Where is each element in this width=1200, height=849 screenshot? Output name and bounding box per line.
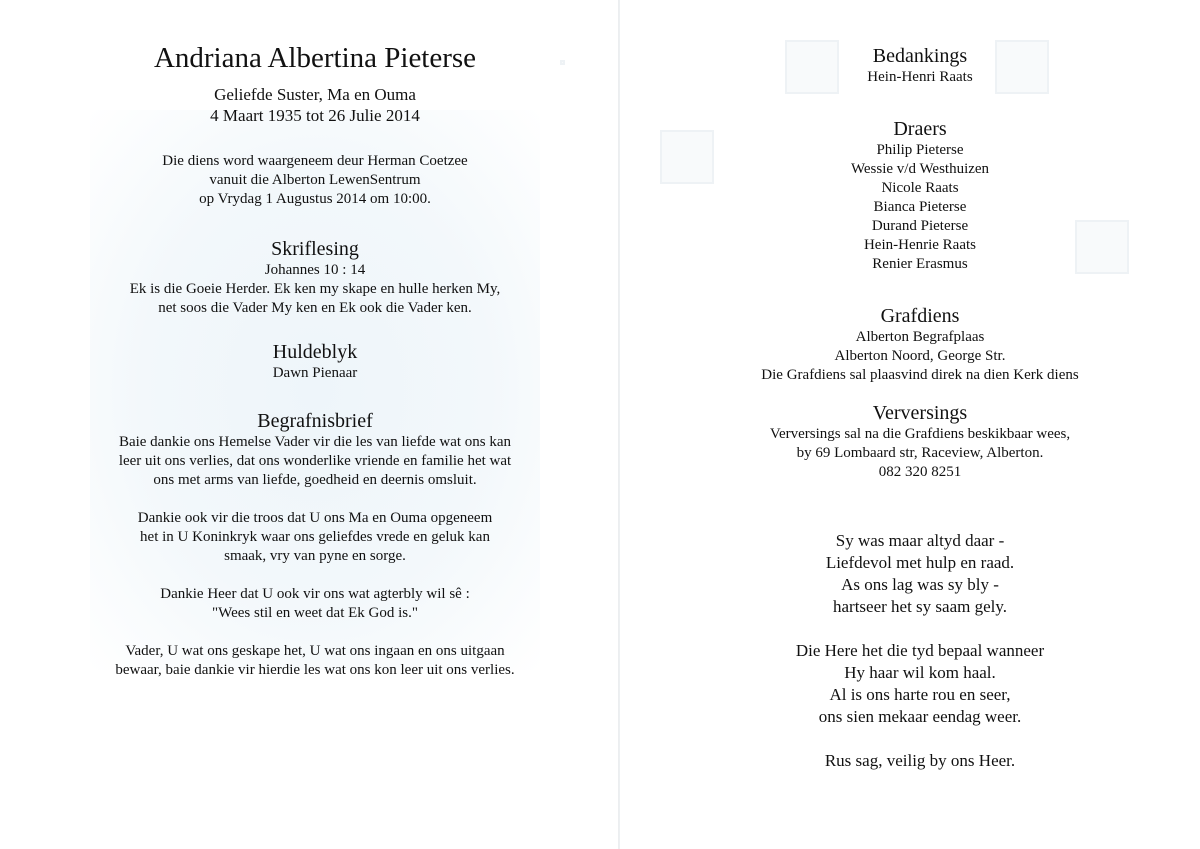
scripture-reference: Johannes 10 : 14 [264,262,366,278]
letter-paragraph [85,642,545,680]
subtitle-line: Geliefde Suster, Ma en Ouma [214,85,416,104]
poem-line: Hy haar wil kom haal. [844,663,996,682]
draers-heading: Draers [893,118,947,140]
letter-line: bewaar, baie dankie vir hierdie les wat ons kon leer uit ons verlies. [115,662,515,678]
letter-line: leer uit ons verlies, dat ons wonderlike vriende en familie het wat [118,453,512,469]
bedankings-heading: Bedankings [872,45,968,67]
scripture-line: net soos die Vader My ken en Ek ook die Vader ken. [158,300,472,316]
poem-line: Sy was maar altyd daar - [835,531,1005,550]
letter-line: Vader, U wat ons geskape het, U wat ons ingaan en ons uitgaan [125,643,505,659]
bleed-photo [660,130,714,184]
bleed-mark [560,60,565,65]
service-line: Die diens word waargeneem deur Herman Coetzee [162,153,468,169]
pallbearer-name: Bianca Pieterse [873,199,967,215]
poem-line: As ons lag was sy bly - [841,575,999,594]
letter-line: smaak, vry van pyne en sorge. [224,548,406,564]
scripture-line: Ek is die Goeie Herder. Ek ken my skape en hulle herken My, [129,281,501,297]
pallbearer-name: Hein-Henrie Raats [863,237,977,253]
grafdiens-line: Alberton Begrafplaas [855,329,985,345]
poem-line: Liefdevol met hulp en raad. [825,553,1015,572]
grafdiens-heading: Grafdiens [880,305,960,327]
verversings-line: Verversings sal na die Grafdiens beskikbaar wees, [769,426,1071,442]
service-line: vanuit die Alberton LewenSentrum [209,172,421,188]
verversings-phone: 082 320 8251 [878,464,962,480]
letter-paragraph [85,433,545,490]
poem-line: Al is ons harte rou en seer, [829,685,1011,704]
poem-line: ons sien mekaar eendag weer. [818,707,1022,726]
service-details [85,152,545,209]
life-dates: 4 Maart 1935 tot 26 Julie 2014 [210,106,420,125]
letter-line: Baie dankie ons Hemelse Vader vir die les van liefde wat ons kan [118,434,512,450]
left-content [85,40,545,680]
right-content [730,44,1110,772]
huldeblyk-heading: Huldeblyk [272,341,358,363]
pallbearer-name: Wessie v/d Westhuizen [850,161,990,177]
letter-line: Dankie Heer dat U ook vir ons wat agterbly wil sê : [160,586,470,602]
letter-line: ons met arms van liefde, goedheid en deernis omsluit. [153,472,477,488]
pallbearer-name: Philip Pieterse [876,142,964,158]
pallbearer-name: Renier Erasmus [872,256,968,272]
deceased-name: Andriana Albertina Pieterse [153,42,477,74]
grafdiens-line: Alberton Noord, George Str. [834,348,1006,364]
poem-stanza [730,640,1110,728]
letter-paragraph [85,585,545,623]
right-page [620,0,1200,849]
begrafnisbrief-heading: Begrafnisbrief [257,410,373,432]
letter-line: het in U Koninkryk waar ons geliefdes vrede en geluk kan [140,529,490,545]
verversings-heading: Verversings [872,402,968,424]
skriflesing-heading: Skriflesing [271,238,359,260]
pallbearer-name: Durand Pieterse [871,218,969,234]
letter-line: Dankie ook vir die troos dat U ons Ma en Ouma opgeneem [137,510,493,526]
huldeblyk-name: Dawn Pienaar [272,365,358,381]
pallbearer-name: Nicole Raats [881,180,959,196]
verversings-line: by 69 Lombaard str, Raceview, Alberton. [796,445,1044,461]
poem-line: Die Here het die tyd bepaal wanneer [795,641,1045,660]
poem-closing: Rus sag, veilig by ons Heer. [824,751,1016,770]
poem-line: hartseer het sy saam gely. [832,597,1008,616]
bedankings-name: Hein-Henri Raats [867,69,973,85]
service-line: op Vrydag 1 Augustus 2014 om 10:00. [199,191,431,207]
poem-stanza [730,530,1110,618]
letter-paragraph [85,509,545,566]
grafdiens-line: Die Grafdiens sal plaasvind direk na dien Kerk diens [761,367,1079,383]
letter-quote: "Wees stil en weet dat Ek God is." [212,605,418,621]
